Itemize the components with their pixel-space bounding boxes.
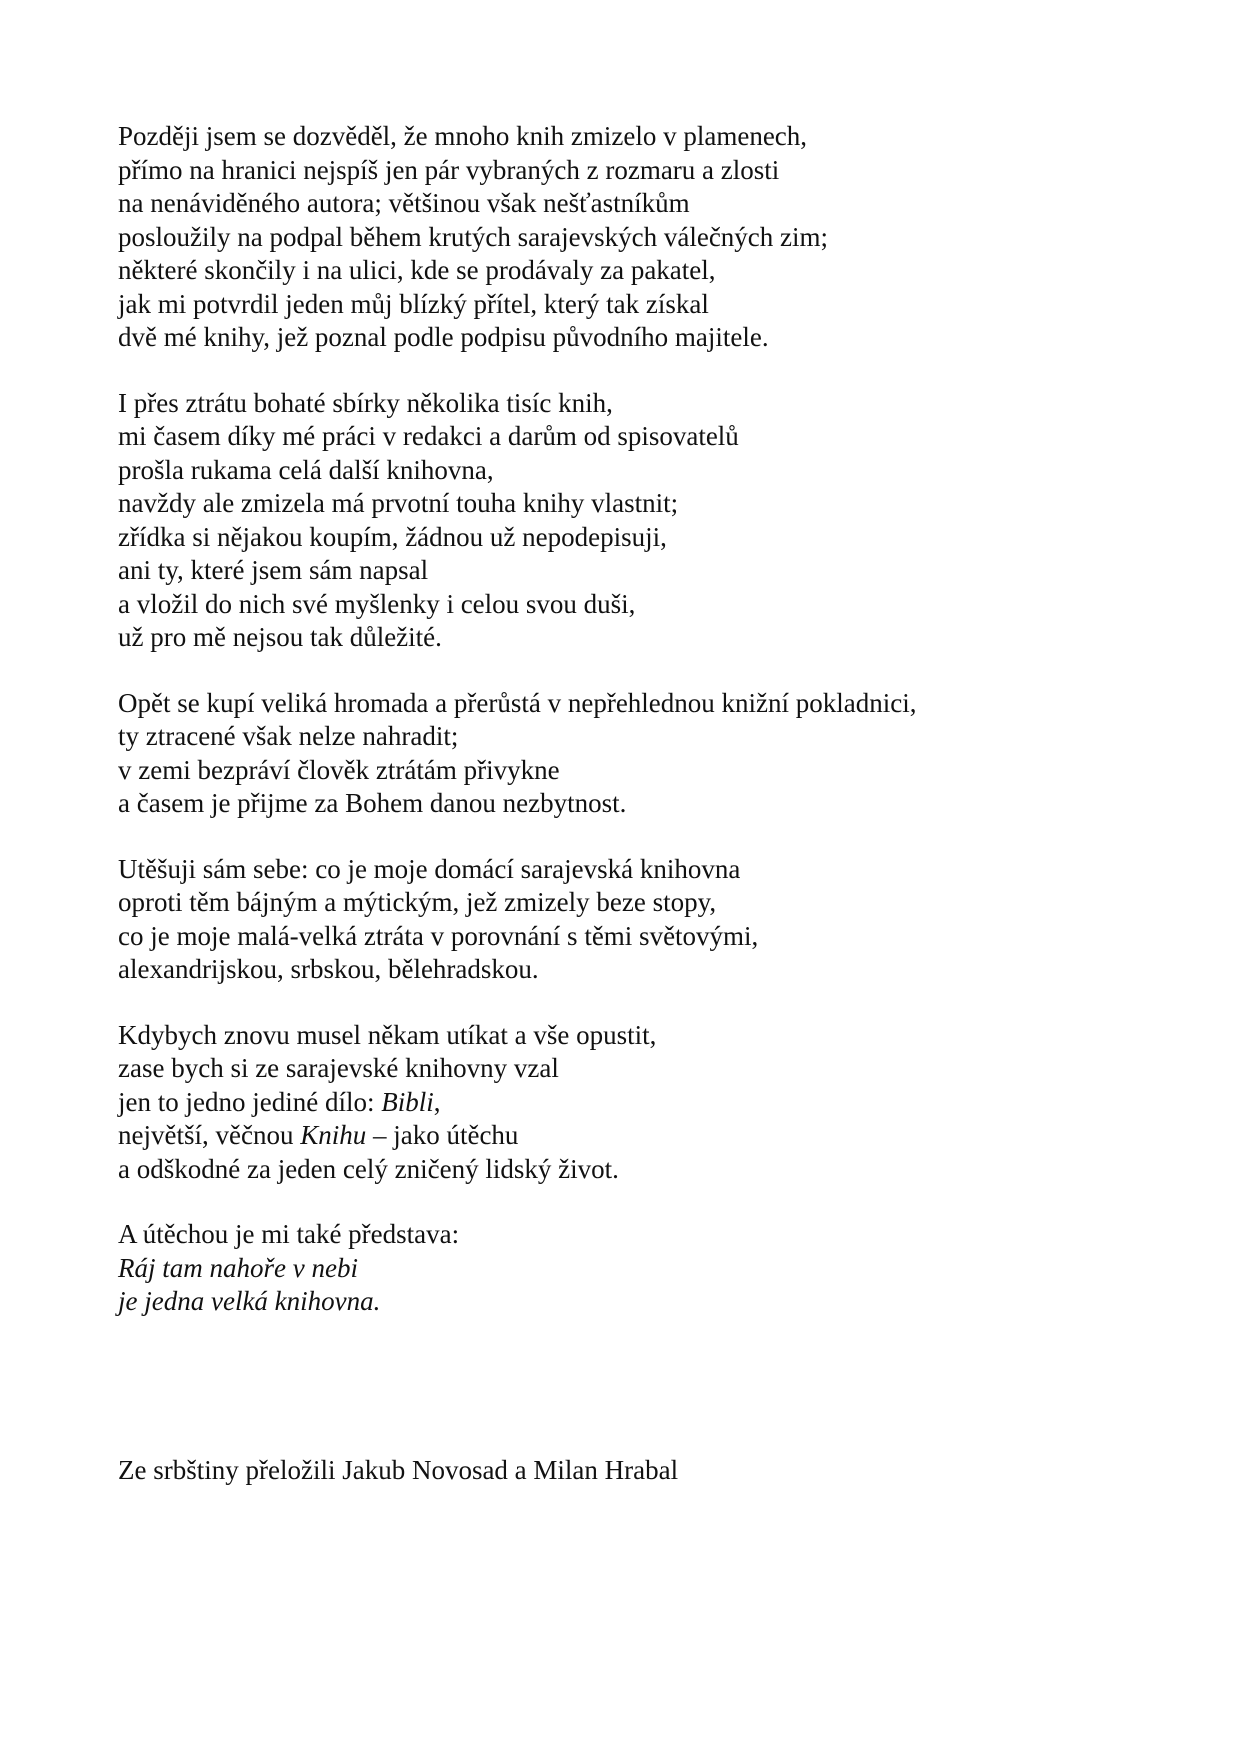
poem-line: [118, 1086, 1158, 1120]
poem-line-italic: je jedna velká knihovna.: [118, 1286, 381, 1316]
poem-line: Později jsem se dozvěděl, že mnoho knih zmizelo v plamenech,: [118, 121, 808, 151]
italic-title-bibli: Bibli: [381, 1086, 434, 1117]
poem-line: posloužily na podpal během krutých sarajevských válečných zim;: [118, 221, 829, 252]
stanza-2: [118, 387, 1158, 655]
poem-line: dvě mé knihy, jež poznal podle podpisu původního majitele.: [118, 322, 769, 352]
stanza-4: [118, 853, 1158, 987]
italic-word-knihu: Knihu: [300, 1120, 367, 1150]
poem-line: prošla rukama celá další knihovna,: [118, 454, 494, 485]
poem-line: Opět se kupí veliká hromada a přerůstá v nepřehlednou knižní pokladnici,: [118, 687, 917, 718]
poem-line: oproti těm bájným a mýtickým, jež zmizely beze stopy,: [118, 887, 717, 917]
line-text: největší, věčnou: [118, 1120, 301, 1150]
poem-line: a odškodné za jeden celý zničený lidský život.: [118, 1153, 619, 1184]
poem-line: co je moje malá-velká ztráta v porovnání s těmi světovými,: [118, 920, 759, 951]
poem-line: Kdybych znovu musel někam utíkat a vše opustit,: [118, 1019, 657, 1050]
poem-line: a časem je přijme za Bohem danou nezbytnost.: [118, 788, 627, 818]
poem-line: ani ty, které jsem sám napsal: [118, 555, 429, 585]
poem-line: jak mi potvrdil jeden můj blízký přítel, který tak získal: [118, 288, 709, 319]
poem-line: na nenáviděného autora; většinou však nešťastníkům: [118, 188, 690, 218]
poem-line: v zemi bezpráví člověk ztrátám přivykne: [118, 754, 560, 785]
poem-body: [118, 120, 1158, 1351]
poem-line: [118, 1119, 1158, 1153]
poem-line: zřídka si nějakou koupím, žádnou už nepodepisuji,: [118, 521, 667, 552]
poem-line: navždy ale zmizela má prvotní touha knihy vlastnit;: [118, 488, 679, 518]
stanza-1: [118, 120, 1158, 355]
poem-line: ty ztracené však nelze nahradit;: [118, 721, 459, 751]
poem-line: I přes ztrátu bohaté sbírky několika tisíc knih,: [118, 387, 613, 418]
poem-line-italic: Ráj tam nahoře v nebi: [118, 1252, 358, 1283]
stanza-5: [118, 1019, 1158, 1187]
poem-line: už pro mě nejsou tak důležité.: [118, 622, 442, 652]
poem-line: mi časem díky mé práci v redakci a darům od spisovatelů: [118, 421, 739, 451]
translator-credit: Ze srbštiny přeložili Jakub Novosad a Milan Hrabal: [118, 1455, 679, 1485]
line-text: – jako útěchu: [366, 1120, 519, 1150]
poem-line: zase bych si ze sarajevské knihovny vzal: [118, 1053, 559, 1083]
stanza-6: [118, 1218, 1158, 1319]
line-punctuation: ,: [433, 1086, 441, 1117]
poem-line: a vložil do nich své myšlenky i celou svou duši,: [118, 588, 636, 619]
poem-line: Utěšuji sám sebe: co je moje domácí sarajevská knihovna: [118, 853, 741, 884]
poem-line: některé skončily i na ulici, kde se prodávaly za pakatel,: [118, 255, 716, 285]
poem-line: A útěchou je mi také představa:: [118, 1219, 460, 1249]
poem-line: alexandrijskou, srbskou, bělehradskou.: [118, 954, 539, 984]
poem-line: přímo na hranici nejspíš jen pár vybraných z rozmaru a zlosti: [118, 154, 780, 185]
stanza-3: [118, 687, 1158, 821]
line-text: jen to jedno jediné dílo:: [118, 1086, 382, 1117]
